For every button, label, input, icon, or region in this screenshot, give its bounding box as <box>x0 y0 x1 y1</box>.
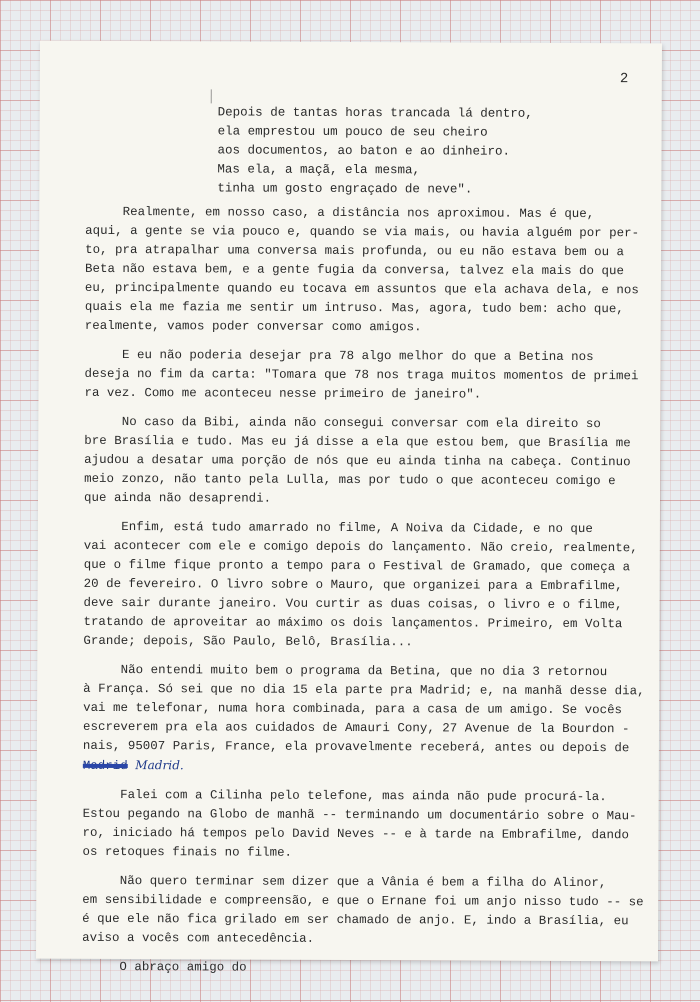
letter-page <box>36 41 662 975</box>
paragraph-vania <box>82 872 644 950</box>
text-line: E eu não poderia desejar pra 78 algo melhor do que a Betina nos <box>84 347 594 365</box>
text-line: vai acontecer com ele e comigo depois do lançamento. Não creio, realmente, <box>83 538 638 556</box>
letter-body <box>81 203 645 979</box>
poem-line: Depois de tantas horas trancada lá dentro, <box>217 105 533 121</box>
text-line: Estou pegando na Globo de manhã -- terminando um documentário sobre o Mau- <box>82 806 637 824</box>
text-line: os retoques finais no filme. <box>82 844 293 860</box>
paragraph-wish-78 <box>84 346 639 405</box>
text-line: realmente, vamos poder conversar como amigos. <box>84 318 422 335</box>
text-line: Não entendi muito bem o programa da Betina, que no dia 3 retornou <box>83 662 608 680</box>
text-line: ro, iniciado há tempos pelo David Neves -- e à tarde na Embrafilme, dando <box>82 825 630 843</box>
text-line: é que ele não fica grilado em ser chamado de anjo. E, indo a Brasília, eu <box>82 911 629 929</box>
paragraph-distance <box>84 203 640 338</box>
text-line: No caso da Bibi, ainda não consegui conversar com ela direito so <box>84 414 601 432</box>
text-line: vai me telefonar, numa hora combinada, para a casa de um amigo. Se vocês <box>83 700 623 718</box>
text-line: Realmente, em nosso caso, a distância nos aproximou. Mas é que, <box>85 204 595 222</box>
handwritten-correction: Madrid. <box>135 758 184 773</box>
text-line: Não quero terminar sem dizer que a Vânia é bem a filha do Alinor, <box>82 873 607 891</box>
text-line: à França. Só sei que no dia 15 ela parte pra Madrid; e, na manhã desse dia, <box>83 681 645 699</box>
text-line: Falei com a Cilinha pelo telefone, mas ainda não pude procurá-la. <box>82 787 607 805</box>
text-line: bre Brasília e tudo. Mas eu já disse a ela que estou bem, que Brasília me <box>84 433 631 451</box>
poem-line: ela emprestou um pouco de seu cheiro <box>217 124 488 140</box>
text-line: 20 de fevereiro. O livro sobre o Mauro, que organizei para a Embrafilme, <box>83 576 623 594</box>
text-line: em sensibilidade e compreensão, e que o Ernane foi um anjo nisso tudo -- se <box>82 892 644 910</box>
text-line: que ainda não desaprendi. <box>83 490 272 506</box>
text-line: ra vez. Como me aconteceu nesse primeiro de janeiro". <box>84 385 482 402</box>
correction-line <box>83 756 633 778</box>
text-line: tratando de aproveitar ao máximo os dois lançamentos. Primeiro, em Volta <box>83 614 623 632</box>
text-line: Beta não estava bem, e a gente fugia da conversa, talvez ela mais do que <box>84 261 625 279</box>
poem-line: tinha um gosto engraçado de neve". <box>217 181 473 197</box>
text-line: ajudou a desatar uma porção de nós que eu ainda tinha na cabeça. Continuo <box>84 452 631 470</box>
text-line: aqui, a gente se via pouco e, quando se via mais, ou havia alguém por per- <box>85 223 640 241</box>
text-line: aviso a vocês com antecedência. <box>82 930 315 946</box>
text-line: nais, 95007 Paris, France, ela provavelmente receberá, antes ou depois de <box>82 738 630 756</box>
paragraph-betina-program <box>82 661 645 778</box>
poem-line: aos documentos, ao baton e ao dinheiro. <box>217 143 511 159</box>
page-number: 2 <box>619 71 629 88</box>
paragraph-bibi <box>84 413 634 510</box>
struck-word: Madrid <box>82 758 128 774</box>
text-line: Enfim, está tudo amarrado no filme, A Noiva da Cidade, e no que <box>83 519 593 537</box>
text-line: to, pra atrapalhar uma conversa mais profunda, ou eu não estava bem ou a <box>85 242 625 260</box>
text-line: eu, principalmente quando eu tocava em assuntos que ela achava dela, e nos <box>84 280 639 298</box>
text-line: deve sair durante janeiro. Vou curtir as duas coisas, o livro e o filme, <box>83 595 623 613</box>
text-line: deseja no fim da carta: "Tomara que 78 nos traga muitos momentos de primei <box>84 366 639 384</box>
paragraph-cilinha <box>82 786 637 864</box>
text-line: que o filme fique pronto a tempo para o Festival de Gramado, que começa a <box>83 557 631 575</box>
text-line: Grande; depois, São Paulo, Belô, Brasília... <box>83 633 413 650</box>
text-line: meio zonzo, não tanto pela Lulla, mas por tudo o que aconteceu comigo e <box>84 471 616 489</box>
paragraph-film <box>83 518 638 653</box>
pencil-mark <box>211 89 212 103</box>
closing-line: O abraço amigo do <box>81 959 247 975</box>
text-line: escreverem pra ela aos cuidados de Amauri Cony, 27 Avenue de la Bourdon - <box>82 719 630 737</box>
poem-line: Mas ela, a maçã, ela mesma, <box>217 162 421 178</box>
text-line: quais ela me fazia me sentir um intruso. Mas, agora, tudo bem: acho que, <box>84 299 624 317</box>
quoted-poem <box>217 103 532 199</box>
